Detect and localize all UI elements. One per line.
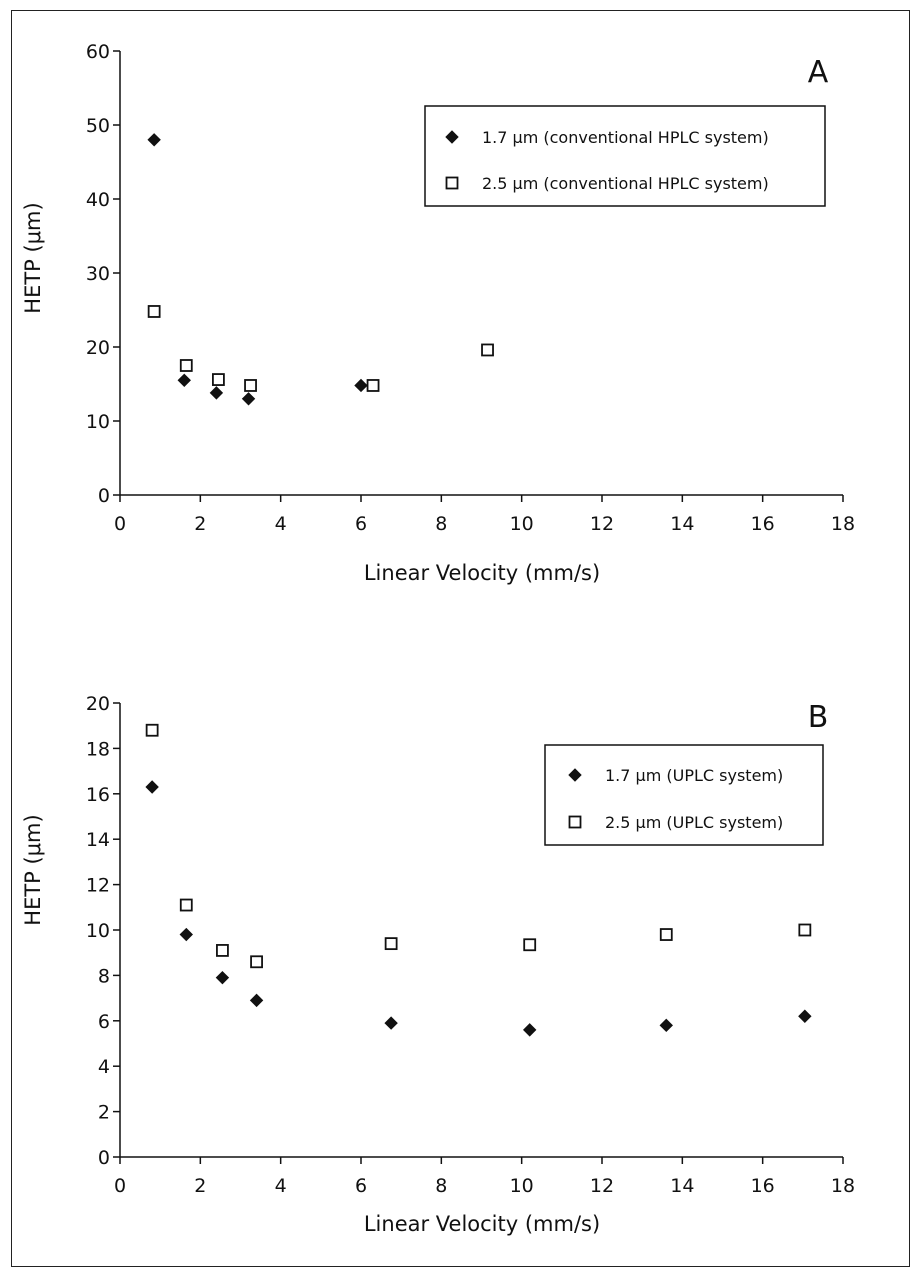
legend xyxy=(545,745,823,845)
data-point xyxy=(146,781,158,793)
y-tick-label: 10 xyxy=(85,920,110,942)
data-point xyxy=(213,374,224,385)
data-point xyxy=(386,938,397,949)
y-tick-label: 6 xyxy=(97,1010,110,1033)
panel-letter: B xyxy=(807,700,829,735)
legend-label: 1.7 μm (conventional HPLC system) xyxy=(482,128,769,147)
x-tick-label: 16 xyxy=(750,513,775,535)
data-point xyxy=(147,725,158,736)
x-axis-label: Linear Velocity (mm/s) xyxy=(363,1212,601,1236)
data-point xyxy=(181,360,192,371)
y-tick-label: 30 xyxy=(85,263,110,285)
x-tick-label: 2 xyxy=(194,513,207,535)
x-tick-label: 6 xyxy=(354,513,368,535)
y-tick-label: 14 xyxy=(85,829,110,852)
legend-marker-icon xyxy=(447,178,458,189)
x-axis-label: Linear Velocity (mm/s) xyxy=(363,561,601,585)
x-tick-label: 0 xyxy=(113,513,127,535)
data-point xyxy=(799,1010,811,1022)
y-tick-label: 18 xyxy=(85,738,110,761)
data-point xyxy=(148,134,160,146)
legend-label: 2.5 μm (conventional HPLC system) xyxy=(482,174,769,193)
x-tick-label: 12 xyxy=(589,513,615,535)
data-point xyxy=(660,1019,672,1031)
data-point xyxy=(524,939,535,950)
y-tick-label: 2 xyxy=(97,1101,110,1124)
data-point xyxy=(217,945,228,956)
x-tick-label: 10 xyxy=(509,513,534,535)
chart-panel-b xyxy=(21,693,855,1236)
x-tick-label: 14 xyxy=(670,1175,695,1197)
x-tick-label: 18 xyxy=(830,513,856,535)
y-tick-label: 50 xyxy=(85,115,110,137)
data-point xyxy=(355,379,367,391)
y-tick-label: 20 xyxy=(85,337,110,359)
legend-label: 2.5 μm (UPLC system) xyxy=(605,813,784,832)
y-axis-label: HETP (μm) xyxy=(21,202,45,314)
panel-letter: A xyxy=(807,55,829,90)
y-tick-label: 0 xyxy=(97,485,110,507)
x-tick-label: 8 xyxy=(435,1175,448,1197)
legend-marker-icon xyxy=(570,817,581,828)
data-point xyxy=(210,387,222,399)
data-point xyxy=(243,393,255,405)
x-tick-label: 2 xyxy=(194,1175,207,1197)
x-tick-label: 6 xyxy=(354,1175,368,1197)
x-tick-label: 14 xyxy=(670,513,695,535)
x-tick-label: 4 xyxy=(274,513,287,535)
data-point xyxy=(216,972,228,984)
y-axis-label: HETP (μm) xyxy=(21,814,45,926)
legend xyxy=(425,106,825,206)
chart-panel-a xyxy=(21,41,855,585)
x-tick-label: 12 xyxy=(589,1175,615,1197)
data-point xyxy=(245,380,256,391)
data-point xyxy=(385,1017,397,1029)
data-point xyxy=(251,994,263,1006)
x-tick-label: 4 xyxy=(274,1175,287,1197)
y-tick-label: 20 xyxy=(85,693,110,715)
data-point xyxy=(181,900,192,911)
y-tick-label: 0 xyxy=(97,1147,110,1169)
x-tick-label: 8 xyxy=(435,513,448,535)
legend-entry xyxy=(447,174,769,193)
y-tick-label: 40 xyxy=(85,189,110,211)
data-point xyxy=(524,1024,536,1036)
legend-entry xyxy=(446,128,769,147)
data-point xyxy=(661,929,672,940)
y-tick-label: 12 xyxy=(85,874,110,897)
y-tick-label: 4 xyxy=(97,1056,110,1079)
data-point xyxy=(368,380,379,391)
x-tick-label: 10 xyxy=(509,1175,534,1197)
y-tick-label: 10 xyxy=(85,411,110,433)
x-tick-label: 0 xyxy=(113,1175,127,1197)
data-point xyxy=(799,925,810,936)
y-tick-label: 8 xyxy=(97,965,110,988)
x-tick-label: 18 xyxy=(830,1175,856,1197)
data-point xyxy=(178,374,190,386)
data-point xyxy=(180,929,192,941)
legend-label: 1.7 μm (UPLC system) xyxy=(605,766,784,785)
y-tick-label: 60 xyxy=(85,41,110,63)
y-tick-label: 16 xyxy=(85,783,110,806)
data-point xyxy=(482,344,493,355)
x-tick-label: 16 xyxy=(750,1175,775,1197)
data-point xyxy=(149,306,160,317)
data-point xyxy=(251,956,262,967)
